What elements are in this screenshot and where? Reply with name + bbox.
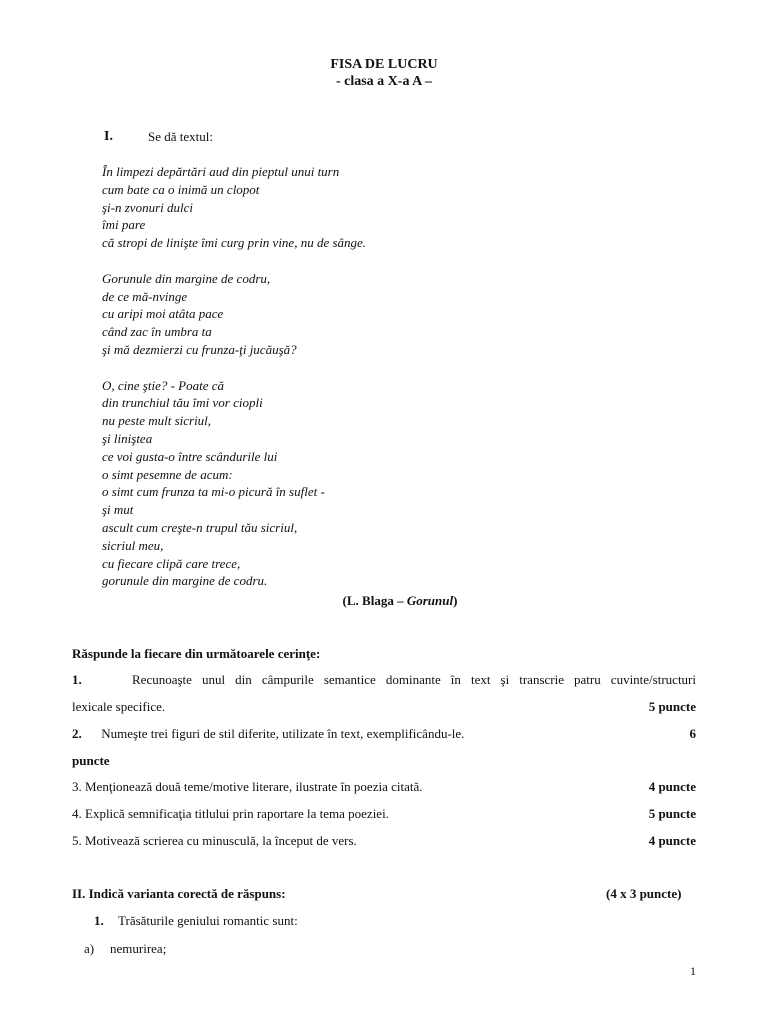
question-4-text: 4. Explică semnificaţia titlului prin raportare la tema poeziei. <box>72 806 389 821</box>
section-2-points: (4 x 3 puncte) <box>606 886 682 901</box>
page-number: 1 <box>690 964 696 978</box>
poem-line: şi liniştea <box>102 430 153 446</box>
attribution-close: ) <box>453 593 458 608</box>
question-1-line-1 <box>72 672 696 688</box>
question-3 <box>72 779 696 795</box>
section-2-item-1-number: 1. <box>94 913 104 928</box>
section-1-intro: Se dă textul: <box>148 129 213 144</box>
poem-line: Gorunule din margine de codru, <box>102 270 271 286</box>
question-3-text: 3. Menţionează două teme/motive literare, ilustrate în poezia citată. <box>72 779 423 794</box>
poem-line: de ce mă-nvinge <box>102 288 188 304</box>
poem-line: că stropi de linişte îmi curg prin vine, nu de sânge. <box>102 235 367 251</box>
poem-line: o simt pesemne de acum: <box>102 466 233 482</box>
option-a-label: a) <box>84 941 95 956</box>
question-1-number: 1. <box>72 672 82 687</box>
question-1-text-cont: lexicale specifice. <box>72 699 166 714</box>
question-2-number: 2. <box>72 726 82 741</box>
poem-stanza-1 <box>102 163 366 252</box>
question-2-points-word: puncte <box>72 753 110 768</box>
poem-stanza-3 <box>102 377 366 591</box>
poem-line: îmi pare <box>102 217 146 233</box>
section-1-number: I. <box>104 129 113 144</box>
tasks-heading: Răspunde la fiecare din următoarele cerinţe: <box>72 646 321 661</box>
poem-line: cum bate ca o inimă un clopot <box>102 181 260 197</box>
question-1-points: 5 puncte <box>648 699 696 714</box>
attribution-title: Gorunul <box>406 593 454 608</box>
question-2-points-num: 6 <box>689 726 696 741</box>
attribution-author: (L. Blaga – <box>342 593 407 608</box>
poem-text <box>102 163 366 590</box>
section-2-heading: II. Indică varianta corectă de răspuns: <box>72 886 286 901</box>
document-subtitle: - clasa a X-a A – <box>335 74 433 89</box>
poem-line: ascult cum creşte-n trupul tău sicriul, <box>102 519 298 535</box>
poem-line: O, cine ştie? - Poate că <box>102 377 225 393</box>
poem-line: ce voi gusta-o între scândurile lui <box>102 448 278 464</box>
question-4 <box>72 806 696 822</box>
question-2-text: Numeşte trei figuri de stil diferite, utilizate în text, exemplificându-le. <box>101 726 465 741</box>
poem-line: sicriul meu, <box>102 537 164 553</box>
question-1-text: Recunoaşte unul din câmpurile semantice dominante în text şi transcrie patru cuvinte/structuri <box>132 672 696 687</box>
poem-line: şi mut <box>102 502 134 518</box>
question-5 <box>72 833 696 849</box>
option-a-text: nemurirea; <box>110 941 167 956</box>
poem-line: cu aripi moi atâta pace <box>102 306 224 322</box>
question-5-text: 5. Motivează scrierea cu minusculă, la început de vers. <box>72 833 357 848</box>
poem-attribution <box>0 593 768 609</box>
poem-line: În limpezi depărtări aud din pieptul unui turn <box>102 164 340 179</box>
question-2-line-1 <box>72 726 696 742</box>
poem-line: o simt cum frunza ta mi-o picură în suflet - <box>102 484 325 500</box>
section-2-item-1-text: Trăsăturile geniului romantic sunt: <box>118 913 298 928</box>
poem-stanza-2 <box>102 270 366 359</box>
poem-line: şi-n zvonuri dulci <box>102 199 193 215</box>
document-title: FISA DE LUCRU <box>330 57 438 72</box>
poem-line: gorunule din margine de codru. <box>102 573 268 589</box>
poem-line: cu fiecare clipă care trece, <box>102 555 241 571</box>
poem-line: şi mă dezmierzi cu frunza-ţi jucăuşă? <box>102 341 297 357</box>
question-1-line-2 <box>72 699 696 715</box>
question-5-points: 4 puncte <box>648 833 696 848</box>
question-4-points: 5 puncte <box>648 806 696 821</box>
poem-line: nu peste mult sicriul, <box>102 413 212 429</box>
poem-line: când zac în umbra ta <box>102 324 212 340</box>
question-3-points: 4 puncte <box>648 779 696 794</box>
poem-line: din trunchiul tău îmi vor ciopli <box>102 395 263 411</box>
